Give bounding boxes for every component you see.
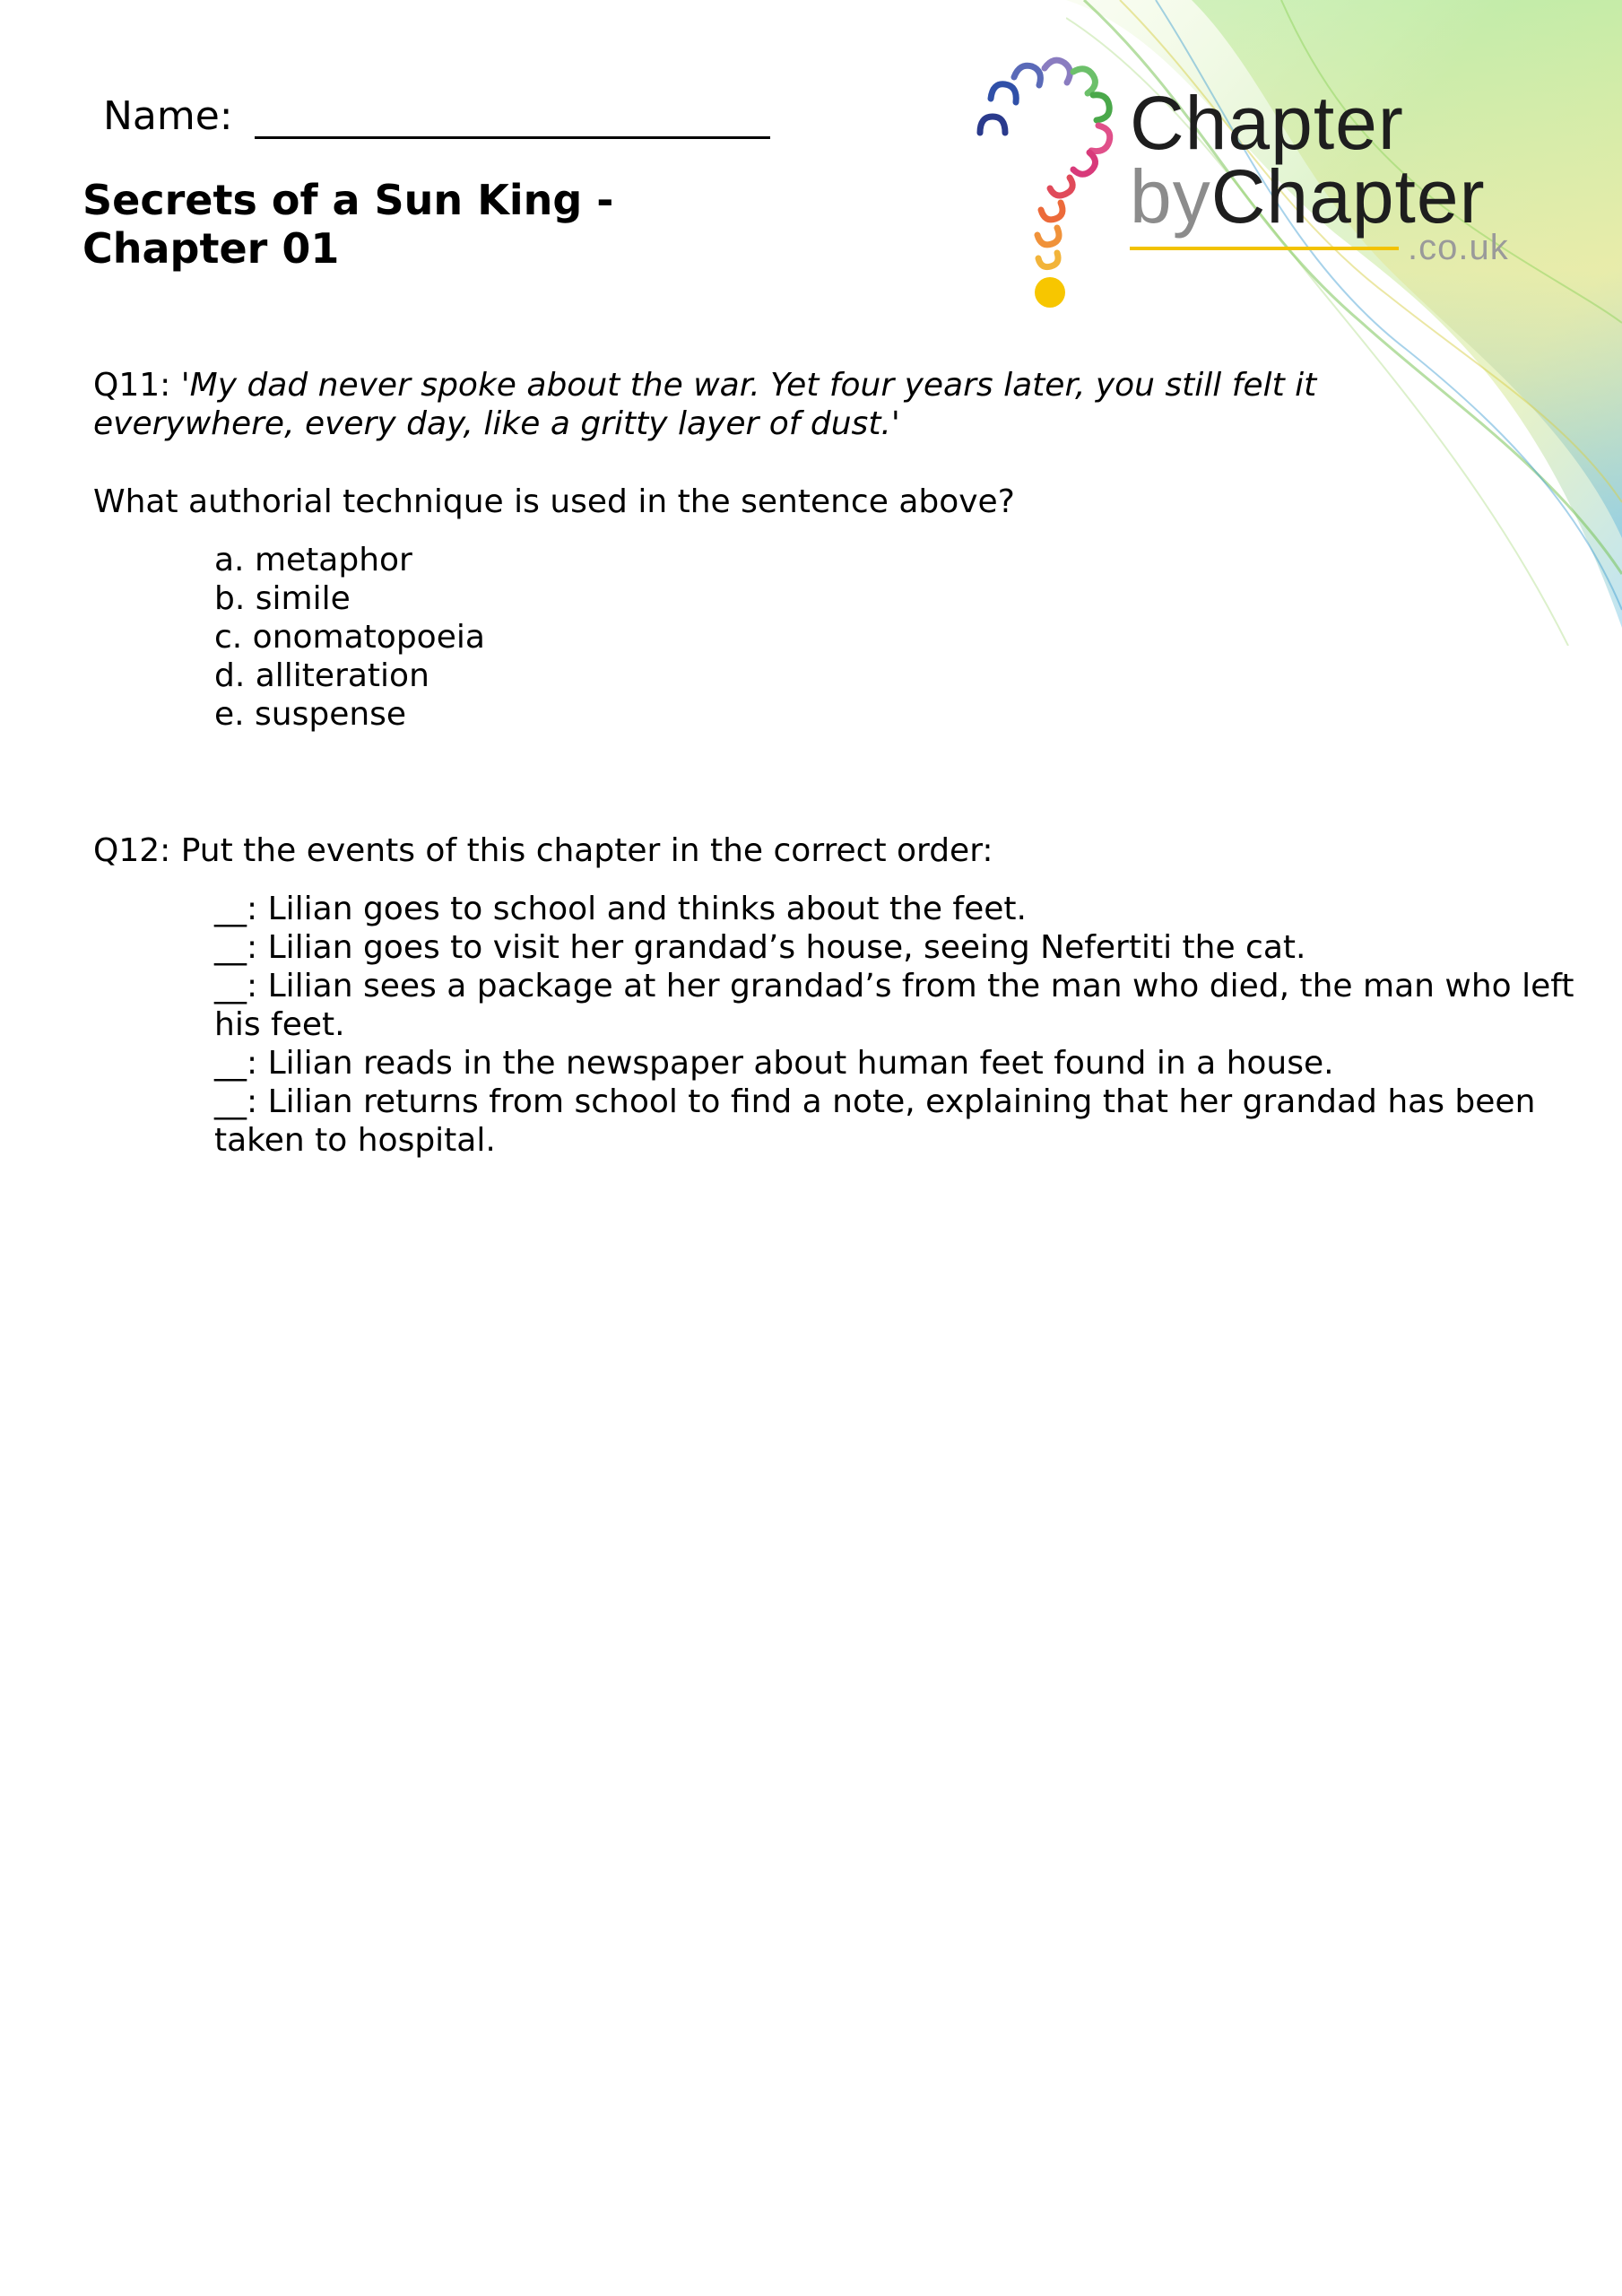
event-item[interactable]: __: Lilian sees a package at her grandad’s from the man who died, the man who left his feet.	[214, 968, 1574, 1043]
event-item[interactable]: __: Lilian goes to school and thinks about the feet.	[214, 891, 1027, 927]
worksheet-content	[93, 366, 1574, 1160]
name-field[interactable]	[103, 90, 770, 139]
q11-quote: 'My dad never spoke about the war. Yet four years later, you still felt it everywhere, every day, like a gritty layer of dust.'	[93, 367, 1317, 442]
option-item[interactable]: d. alliteration	[214, 657, 429, 694]
logo-word-by: by	[1130, 154, 1211, 239]
option-item[interactable]: c. onomatopoeia	[214, 619, 485, 656]
option-item[interactable]: a. metaphor	[214, 542, 412, 578]
name-blank-line[interactable]	[255, 90, 770, 139]
q12-events	[93, 890, 1577, 1160]
option-item[interactable]: e. suspense	[214, 696, 407, 733]
event-item[interactable]: __: Lilian returns from school to find a note, explaining that her grandad has been taken to hospital.	[214, 1083, 1536, 1159]
worksheet-title: Secrets of a Sun King - Chapter 01	[82, 176, 614, 273]
q12-prompt: Q12: Put the events of this chapter in the correct order:	[93, 832, 993, 869]
logo-word-chapter: Chapter	[1130, 81, 1404, 165]
event-item[interactable]: __: Lilian goes to visit her grandad’s house, seeing Nefertiti the cat.	[214, 929, 1306, 966]
logo-word-chapter-2: Chapter	[1210, 154, 1486, 239]
name-label: Name:	[103, 93, 233, 139]
logo-domain: .co.uk	[1408, 228, 1509, 267]
q11-prompt: What authorial technique is used in the sentence above?	[93, 483, 1015, 520]
question-mark-books-icon	[964, 52, 1125, 312]
q11-options	[93, 541, 1492, 734]
logo-divider	[1130, 247, 1399, 250]
q11-question	[93, 366, 1492, 443]
logo-word-bychapter	[1130, 154, 1509, 239]
q11-label: Q11:	[93, 367, 171, 404]
event-item[interactable]: __: Lilian reads in the newspaper about human feet found in a house.	[214, 1045, 1334, 1082]
option-item[interactable]: b. simile	[214, 580, 351, 617]
chapter-by-chapter-logo	[964, 52, 1538, 312]
